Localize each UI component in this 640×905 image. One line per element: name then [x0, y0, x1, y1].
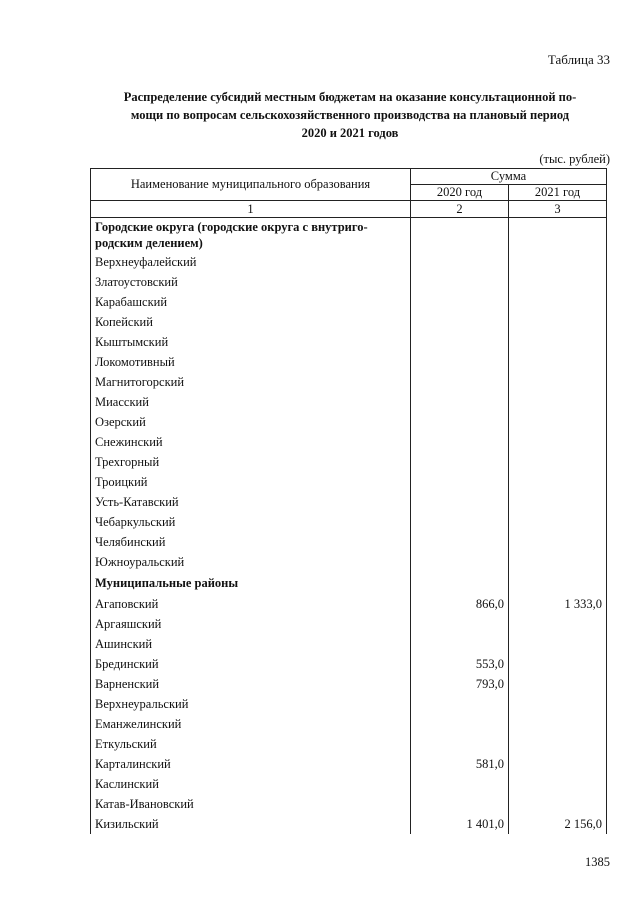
- amount-2021: [509, 674, 607, 694]
- table-row: [91, 432, 607, 452]
- title-line: 2020 и 2021 годов: [301, 126, 399, 140]
- amount-2021: [509, 754, 607, 774]
- amount-2021: [509, 412, 607, 432]
- amount-2020: [411, 392, 509, 412]
- amount-2021: [509, 392, 607, 412]
- amount-2020: [411, 532, 509, 552]
- table-row: [91, 292, 607, 312]
- municipality-name: Городские округа (городские округа с внутриго-родским делением): [91, 218, 411, 253]
- amount-2021: [509, 654, 607, 674]
- amount-2021: [509, 352, 607, 372]
- municipality-name: Чебаркульский: [91, 512, 411, 532]
- table-row: [91, 594, 607, 614]
- amount-2020: [411, 714, 509, 734]
- amount-2020: 581,0: [411, 754, 509, 774]
- municipality-name: Троицкий: [91, 472, 411, 492]
- amount-2020: [411, 734, 509, 754]
- amount-2021: [509, 512, 607, 532]
- table-row: [91, 332, 607, 352]
- column-header-sum: Сумма: [411, 169, 607, 185]
- column-header-name: Наименование муниципального образования: [91, 169, 411, 201]
- amount-2021: 2 156,0: [509, 814, 607, 834]
- municipality-name: Карабашский: [91, 292, 411, 312]
- amount-2020: [411, 218, 509, 253]
- table-row: [91, 714, 607, 734]
- amount-2020: [411, 492, 509, 512]
- table-row: [91, 774, 607, 794]
- table-group-row: [91, 218, 607, 253]
- municipality-name: Муниципальные районы: [91, 572, 411, 594]
- table-row: [91, 814, 607, 834]
- table-row: [91, 372, 607, 392]
- amount-2020: [411, 372, 509, 392]
- municipality-name: Кыштымский: [91, 332, 411, 352]
- table-row: [91, 694, 607, 714]
- table-row: [91, 452, 607, 472]
- amount-2020: [411, 512, 509, 532]
- amount-2021: [509, 552, 607, 572]
- amount-2021: 1 333,0: [509, 594, 607, 614]
- municipality-name: Аргаяшский: [91, 614, 411, 634]
- municipality-name: Усть-Катавский: [91, 492, 411, 512]
- amount-2021: [509, 694, 607, 714]
- table-row: [91, 512, 607, 532]
- table-row: [91, 492, 607, 512]
- table-row: [91, 674, 607, 694]
- amount-2020: [411, 472, 509, 492]
- amount-2021: [509, 452, 607, 472]
- title-line: мощи по вопросам сельскохозяйственного производства на плановый период: [130, 108, 570, 122]
- table-row: [91, 312, 607, 332]
- title-line: Распределение субсидий местным бюджетам на оказание консультационной по-: [123, 90, 577, 104]
- amount-2021: [509, 614, 607, 634]
- municipality-name: Снежинский: [91, 432, 411, 452]
- table-row: [91, 352, 607, 372]
- municipality-name: Локомотивный: [91, 352, 411, 372]
- amount-2021: [509, 432, 607, 452]
- column-header-2021: 2021 год: [509, 185, 607, 201]
- table-row: [91, 794, 607, 814]
- municipality-name: Катав-Ивановский: [91, 794, 411, 814]
- municipality-name: Верхнеуфалейский: [91, 252, 411, 272]
- table-row: [91, 654, 607, 674]
- amount-2021: [509, 794, 607, 814]
- municipality-name: Каслинский: [91, 774, 411, 794]
- table-row: [91, 552, 607, 572]
- amount-2020: [411, 634, 509, 654]
- units-label: (тыс. рублей): [539, 152, 610, 166]
- amount-2020: [411, 312, 509, 332]
- amount-2021: [509, 472, 607, 492]
- amount-2020: [411, 432, 509, 452]
- municipality-name: Озерский: [91, 412, 411, 432]
- table-row: [91, 392, 607, 412]
- amount-2021: [509, 532, 607, 552]
- amount-2020: [411, 252, 509, 272]
- amount-2020: 793,0: [411, 674, 509, 694]
- amount-2020: [411, 552, 509, 572]
- amount-2021: [509, 492, 607, 512]
- amount-2021: [509, 292, 607, 312]
- amount-2021: [509, 572, 607, 594]
- amount-2021: [509, 774, 607, 794]
- municipality-name: Верхнеуральский: [91, 694, 411, 714]
- amount-2020: [411, 292, 509, 312]
- amount-2020: [411, 774, 509, 794]
- amount-2021: [509, 634, 607, 654]
- municipality-name: Магнитогорский: [91, 372, 411, 392]
- municipality-name: Кизильский: [91, 814, 411, 834]
- municipality-name: Трехгорный: [91, 452, 411, 472]
- municipality-name: Агаповский: [91, 594, 411, 614]
- amount-2020: 553,0: [411, 654, 509, 674]
- amount-2021: [509, 714, 607, 734]
- amount-2021: [509, 218, 607, 253]
- table-body: [91, 218, 607, 835]
- column-number: 2: [411, 201, 509, 218]
- table-row: [91, 754, 607, 774]
- page-number: 1385: [585, 855, 610, 869]
- amount-2021: [509, 372, 607, 392]
- subsidy-table: [90, 168, 607, 834]
- amount-2020: 1 401,0: [411, 814, 509, 834]
- amount-2020: [411, 272, 509, 292]
- municipality-name: Брединский: [91, 654, 411, 674]
- municipality-name: Миасский: [91, 392, 411, 412]
- amount-2020: [411, 452, 509, 472]
- table-row: [91, 614, 607, 634]
- column-number: 3: [509, 201, 607, 218]
- table-row: [91, 272, 607, 292]
- amount-2021: [509, 272, 607, 292]
- amount-2021: [509, 332, 607, 352]
- amount-2020: [411, 794, 509, 814]
- table-row: [91, 734, 607, 754]
- municipality-name: Южноуральский: [91, 552, 411, 572]
- municipality-name: Варненский: [91, 674, 411, 694]
- municipality-name: Златоустовский: [91, 272, 411, 292]
- table-row: [91, 472, 607, 492]
- table-group-row: [91, 572, 607, 594]
- amount-2020: 866,0: [411, 594, 509, 614]
- table-row: [91, 412, 607, 432]
- amount-2020: [411, 412, 509, 432]
- amount-2020: [411, 332, 509, 352]
- municipality-name: Копейский: [91, 312, 411, 332]
- amount-2020: [411, 614, 509, 634]
- amount-2021: [509, 252, 607, 272]
- municipality-name: Еткульский: [91, 734, 411, 754]
- amount-2020: [411, 572, 509, 594]
- table-row: [91, 252, 607, 272]
- amount-2021: [509, 734, 607, 754]
- municipality-name: Карталинский: [91, 754, 411, 774]
- municipality-name: Челябинский: [91, 532, 411, 552]
- column-number: 1: [91, 201, 411, 218]
- table-row: [91, 532, 607, 552]
- amount-2020: [411, 352, 509, 372]
- municipality-name: Ашинский: [91, 634, 411, 654]
- column-header-2020: 2020 год: [411, 185, 509, 201]
- amount-2020: [411, 694, 509, 714]
- table-row: [91, 634, 607, 654]
- municipality-name: Еманжелинский: [91, 714, 411, 734]
- document-title: [92, 88, 608, 142]
- amount-2021: [509, 312, 607, 332]
- table-label: Таблица 33: [547, 52, 610, 67]
